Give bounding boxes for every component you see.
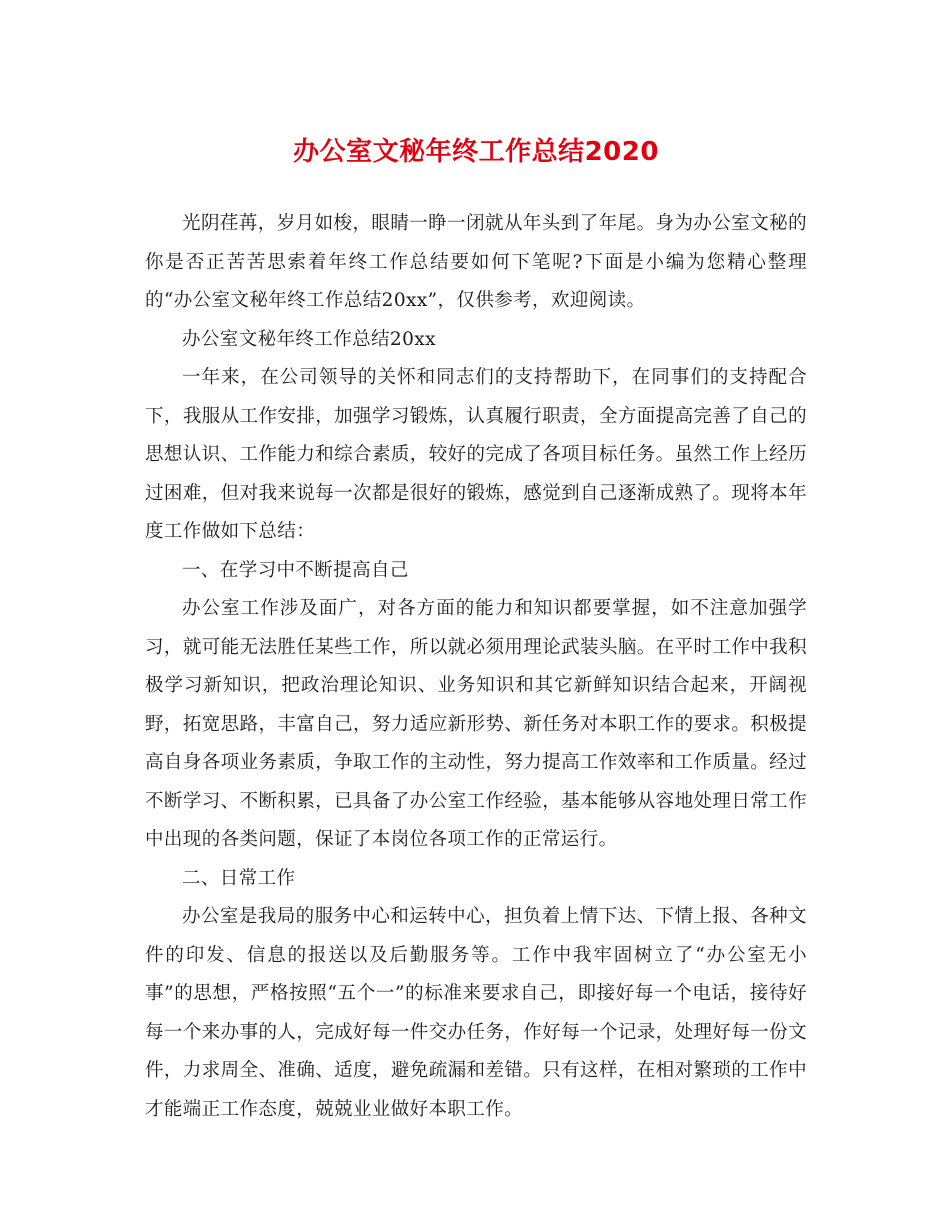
- intro-paragraph: 光阴荏苒，岁月如梭，眼睛一睁一闭就从年头到了年尾。身为办公室文秘的你是否正苦苦思索着年终工作总结要如何下笔呢?下面是小编为您精心整理的“办公室文秘年终工作总结20xx”，仅供参考，欢迎阅读。: [145, 213, 807, 311]
- document-title: 办公室文秘年终工作总结2020: [293, 137, 659, 167]
- daily-work-paragraph: 办公室是我局的服务中心和运转中心，担负着上情下达、下情上报、各种文件的印发、信息的报送以及后勤服务等。工作中我牢固树立了“办公室无小事”的思想，严格按照“五个一”的标准来要求自己，即接好每一个电话，接待好每一个来办事的人，完成好每一件交办任务，作好每一个记录，处理好每一份文件，力求周全、准确、适度，避免疏漏和差错。只有这样，在相对繁琐的工作中才能端正工作态度，兢兢业业做好本职工作。: [145, 906, 807, 1120]
- study-paragraph: 办公室工作涉及面广，对各方面的能力和知识都要掌握，如不注意加强学习，就可能无法胜任某些工作，所以就必须用理论武装头脑。在平时工作中我积极学习新知识，把政治理论知识、业务知识和其它新鲜知识结合起来，开阔视野，拓宽思路，丰富自己，努力适应新形势、新任务对本职工作的要求。积极提高自身各项业务素质，争取工作的主动性，努力提高工作效率和工作质量。经过不断学习、不断积累，已具备了办公室工作经验，基本能够从容地处理日常工作中出现的各类问题，保证了本岗位各项工作的正常运行。: [145, 598, 807, 850]
- overview-paragraph: 一年来，在公司领导的关怀和同志们的支持帮助下，在同事们的支持配合下，我服从工作安排，加强学习锻炼，认真履行职责，全方面提高完善了自己的思想认识、工作能力和综合素质，较好的完成了各项目标任务。虽然工作上经历过困难，但对我来说每一次都是很好的锻炼，感觉到自己逐渐成熟了。现将本年度工作做如下总结：: [145, 367, 807, 542]
- section-heading-daily-work: 二、日常工作: [182, 867, 296, 889]
- document-page: [145, 0, 807, 1129]
- subtitle-paragraph: 办公室文秘年终工作总结20xx: [182, 328, 436, 350]
- document-body: [145, 205, 807, 1129]
- section-heading-study: 一、在学习中不断提高自己: [182, 559, 409, 581]
